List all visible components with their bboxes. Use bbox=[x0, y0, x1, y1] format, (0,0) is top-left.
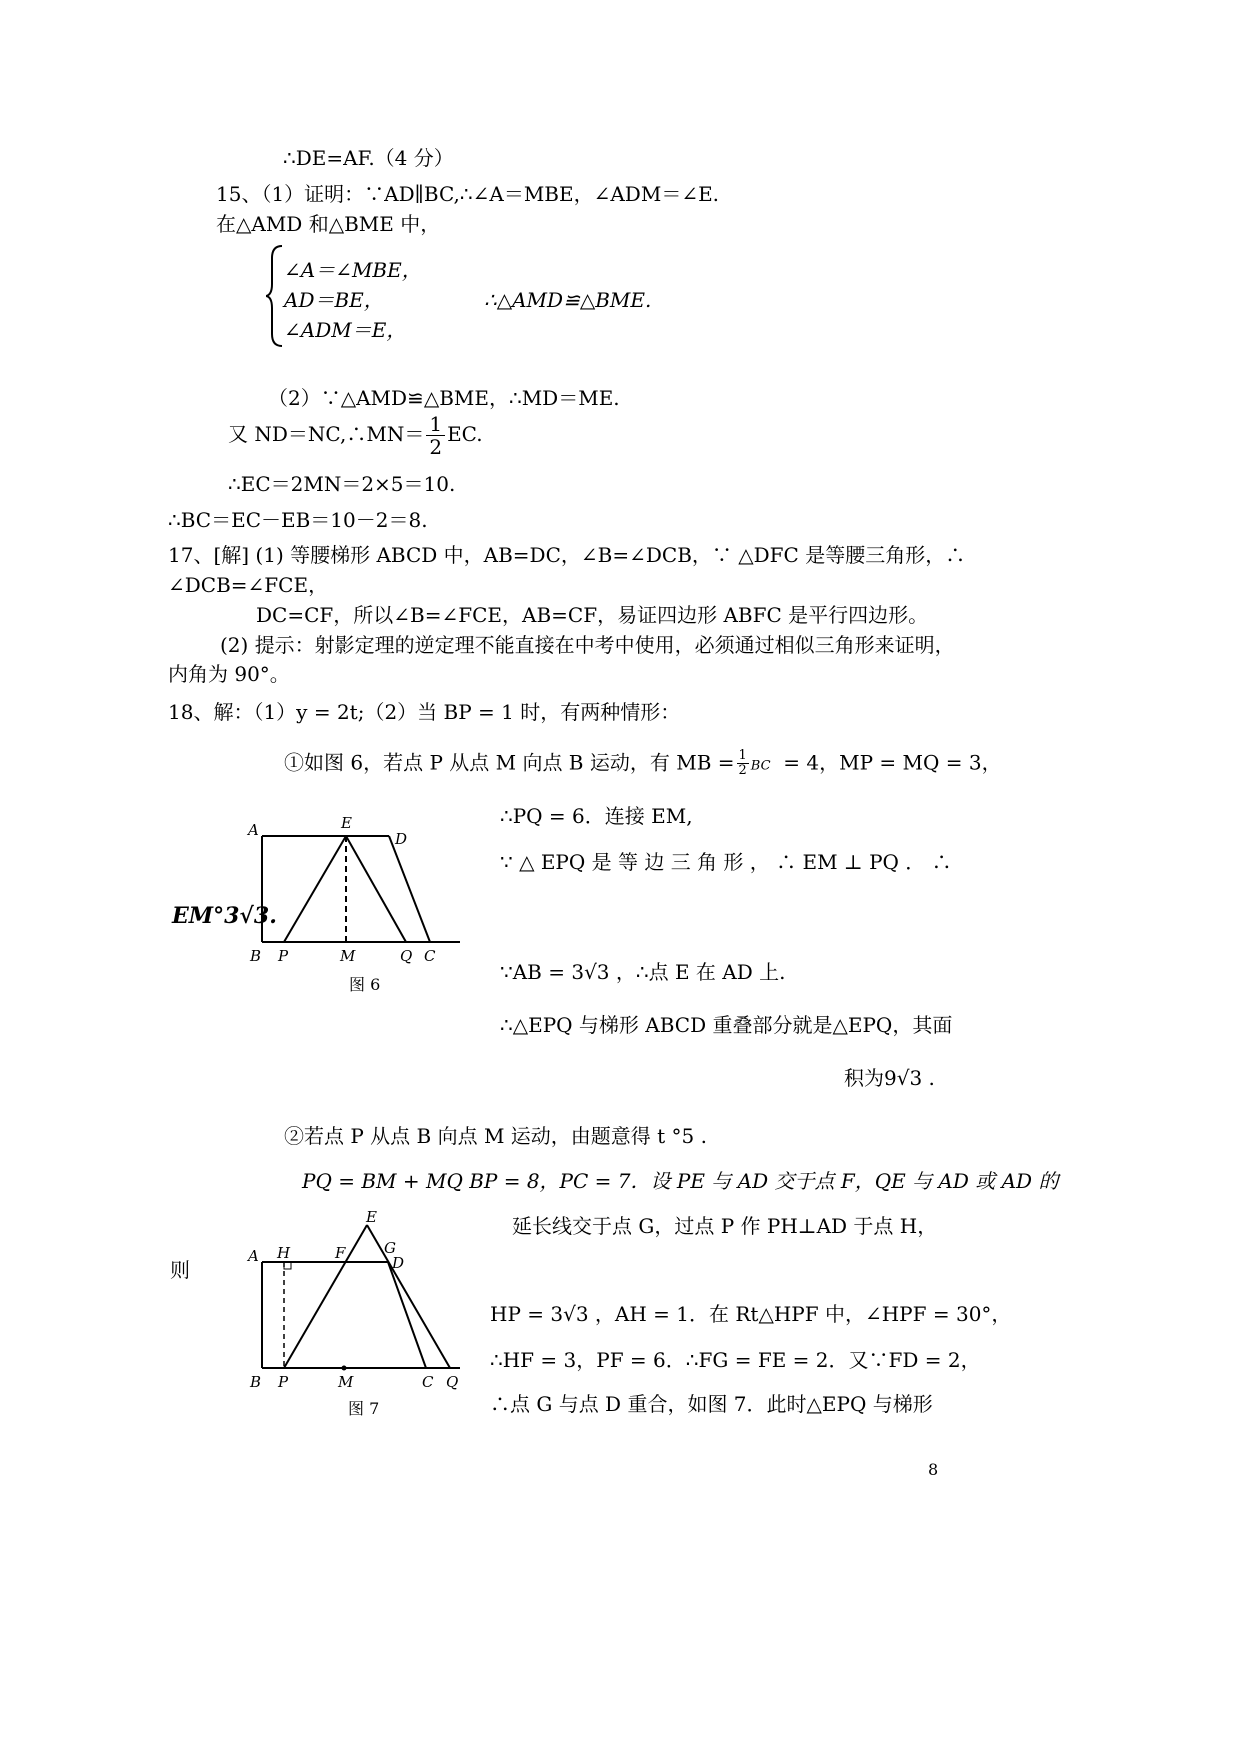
system-conclusion: ∴△AMD≌△BME. bbox=[484, 288, 652, 312]
fig6-label-p: P bbox=[278, 947, 289, 965]
line-17-hint: (2) 提示：射影定理的逆定理不能直接在中考中使用，必须通过相似三角形来证明， bbox=[220, 633, 955, 657]
fig6-label-d: D bbox=[395, 830, 408, 848]
fig6-label-q: Q bbox=[400, 947, 413, 965]
line-hf-value: ∴HF = 3，PF = 6．∴FG = FE = 2．又∵FD = 2， bbox=[490, 1348, 981, 1372]
system-line-2: AD＝BE， bbox=[284, 288, 384, 312]
line-case2: ②若点 P 从点 B 向点 M 运动，由题意得 t °5 . bbox=[284, 1124, 707, 1148]
line-hp-value: HP = 3√3 ，AH = 1．在 Rt△HPF 中，∠HPF = 30°， bbox=[490, 1302, 1012, 1326]
line-part2: （2）∵△AMD≌△BME，∴MD＝ME. bbox=[268, 386, 620, 410]
fig6-label-b: B bbox=[250, 947, 262, 965]
fig7-label-h: H bbox=[277, 1244, 291, 1262]
fig7-label-d: D bbox=[392, 1254, 405, 1272]
line-em-value: EM°3√3. bbox=[172, 903, 277, 929]
fig7-label-c: C bbox=[422, 1373, 434, 1391]
line-in-triangles: 在△AMD 和△BME 中， bbox=[216, 212, 441, 236]
figure-6 bbox=[240, 815, 470, 975]
page-number: 8 bbox=[928, 1460, 939, 1479]
line-ab-value: ∵AB = 3√3 ，∴点 E 在 AD 上. bbox=[500, 960, 786, 984]
fig7-label-p: P bbox=[278, 1373, 289, 1391]
fig6-segment-eq bbox=[346, 836, 406, 942]
system-line-3: ∠ADM＝E， bbox=[284, 318, 407, 342]
line-ec: ∴EC＝2MN＝2×5＝10. bbox=[228, 472, 456, 496]
fig6-segment-dc bbox=[389, 836, 430, 942]
line-overlap: ∴△EPQ 与梯形 ABCD 重叠部分就是△EPQ，其面 bbox=[500, 1013, 953, 1037]
ec-text: EC. bbox=[447, 422, 483, 446]
line-17-angle: ∠DCB=∠FCE， bbox=[168, 573, 329, 597]
line-mn-half-ec bbox=[228, 413, 483, 458]
small-fraction-half bbox=[737, 749, 749, 779]
figure-7 bbox=[240, 1205, 470, 1395]
fig7-segment-pe bbox=[284, 1225, 367, 1368]
line-g-coincides-d: ∴点 G 与点 D 重合，如图 7．此时△EPQ 与梯形 bbox=[490, 1392, 933, 1416]
line-17-angle-90: 内角为 90°。 bbox=[168, 662, 290, 686]
line-18-case1 bbox=[284, 749, 1002, 779]
line-pq-6: ∴PQ = 6．连接 EM, bbox=[500, 804, 693, 828]
fig6-segment-pe bbox=[284, 836, 346, 942]
fig7-right-angle-mark bbox=[284, 1262, 291, 1269]
fig7-label-e: E bbox=[366, 1208, 377, 1226]
fig7-point-m bbox=[342, 1366, 347, 1371]
fraction-one-half bbox=[426, 413, 445, 458]
fig6-label-m: M bbox=[340, 947, 356, 965]
line-extension: 延长线交于点 G，过点 P 作 PH⊥AD 于点 H， bbox=[512, 1214, 938, 1238]
case1-values: = 4，MP = MQ = 3， bbox=[783, 750, 1002, 775]
small-fraction-numerator: 1 bbox=[738, 748, 747, 763]
system-line-1: ∠A＝∠MBE， bbox=[284, 258, 422, 282]
figure-6-caption: 图 6 bbox=[349, 975, 381, 994]
small-fraction-denominator: 2 bbox=[738, 763, 747, 779]
line-17-parallelogram: DC=CF，所以∠B=∠FCE，AB=CF，易证四边形 ABFC 是平行四边形。 bbox=[256, 603, 929, 627]
line-18-solution: 18、解：（1）y = 2t;（2）当 BP = 1 时，有两种情形： bbox=[168, 700, 681, 724]
mn-text: 又 ND＝NC,∴MN＝ bbox=[228, 422, 425, 446]
fraction-numerator: 1 bbox=[426, 413, 445, 436]
fig7-label-f: F bbox=[335, 1244, 346, 1262]
fig7-label-a: A bbox=[248, 1247, 259, 1265]
line-bc: ∴BC＝EC－EB＝10－2＝8. bbox=[168, 508, 428, 532]
fig6-label-c: C bbox=[424, 947, 436, 965]
fig7-label-m: M bbox=[338, 1373, 354, 1391]
figure-7-caption: 图 7 bbox=[348, 1399, 380, 1418]
line-equilateral: ∵ △ EPQ 是 等 边 三 角 形 ， ∴ EM ⊥ PQ ． ∴ bbox=[500, 850, 952, 874]
fig6-label-a: A bbox=[248, 821, 259, 839]
fig7-label-q: Q bbox=[446, 1373, 459, 1391]
fraction-denominator: 2 bbox=[429, 435, 443, 459]
line-area: 积为9√3 . bbox=[844, 1066, 935, 1090]
fig7-label-b: B bbox=[250, 1373, 262, 1391]
line-15-proof: 15、（1）证明：∵AD∥BC,∴∠A＝MBE，∠ADM＝∠E. bbox=[216, 182, 720, 206]
line-case2-values: PQ = BM + MQ BP = 8，PC = 7．设 PE 与 AD 交于点 F，QE 与 AD 或 AD 的 bbox=[302, 1169, 1059, 1193]
bc-small: BC bbox=[750, 758, 771, 774]
fig6-label-e: E bbox=[341, 815, 352, 832]
line-de-af: ∴DE=AF.（4 分） bbox=[283, 146, 454, 170]
left-brace bbox=[266, 244, 286, 348]
line-then: 则 bbox=[170, 1258, 190, 1282]
line-17-solution: 17、[解] (1) 等腰梯形 ABCD 中，AB=DC，∠B=∠DCB，∵ △DFC 是等腰三角形，∴ bbox=[168, 543, 966, 567]
fig7-segment-eq bbox=[367, 1225, 450, 1368]
fig7-label-g: G bbox=[384, 1239, 396, 1257]
case1-text: ①如图 6，若点 P 从点 M 向点 B 运动，有 MB = bbox=[284, 750, 735, 775]
